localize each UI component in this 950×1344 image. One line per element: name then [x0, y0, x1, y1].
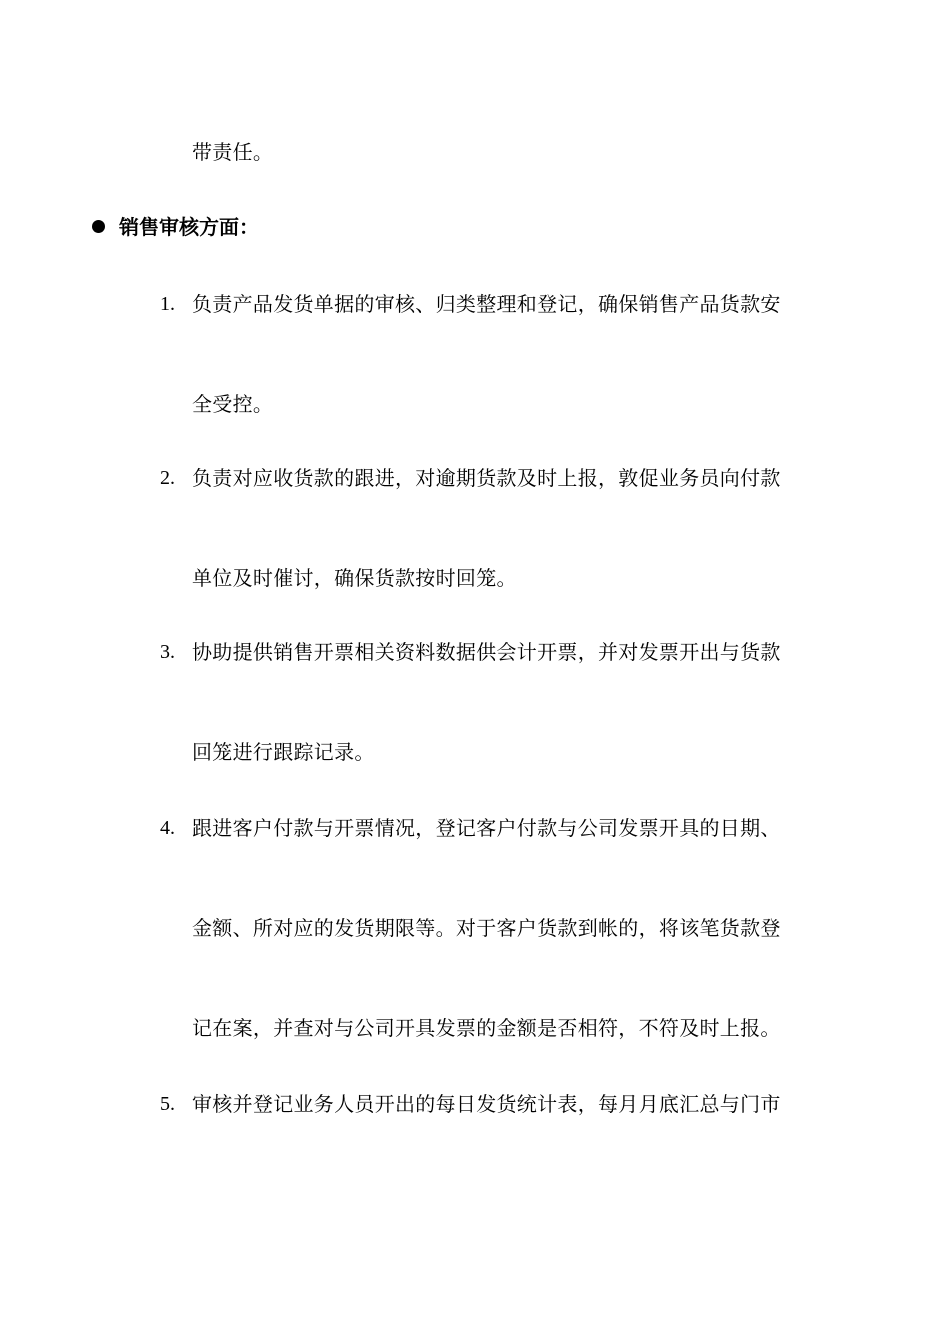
list-item-line: 跟进客户付款与开票情况，登记客户付款与公司发票开具的日期、 [192, 816, 781, 840]
list-item-line: 负责对应收货款的跟进，对逾期货款及时上报，敦促业务员向付款 [192, 466, 781, 490]
section-title: 销售审核方面： [119, 215, 259, 239]
list-item-line: 单位及时催讨，确保货款按时回笼。 [192, 566, 517, 590]
list-item-number: 3. [160, 641, 175, 663]
list-item-number: 1. [160, 293, 175, 315]
bullet-icon [92, 220, 105, 233]
list-item-number: 5. [160, 1093, 175, 1115]
list-item-line: 负责产品发货单据的审核、归类整理和登记，确保销售产品货款安 [192, 292, 781, 316]
section-heading [92, 215, 259, 239]
list-item-line: 协助提供销售开票相关资料数据供会计开票，并对发票开出与货款 [192, 640, 781, 664]
list-item-number: 2. [160, 467, 175, 489]
list-item-number: 4. [160, 817, 175, 839]
list-item-line: 回笼进行跟踪记录。 [192, 740, 375, 764]
list-item-line: 全受控。 [192, 392, 274, 416]
list-item-line: 审核并登记业务人员开出的每日发货统计表，每月月底汇总与门市 [192, 1092, 781, 1116]
list-item-line: 记在案，并查对与公司开具发票的金额是否相符，不符及时上报。 [192, 1016, 781, 1040]
list-item-line: 金额、所对应的发货期限等。对于客户货款到帐的，将该笔货款登 [192, 916, 781, 940]
paragraph-continuation: 带责任。 [192, 140, 274, 164]
